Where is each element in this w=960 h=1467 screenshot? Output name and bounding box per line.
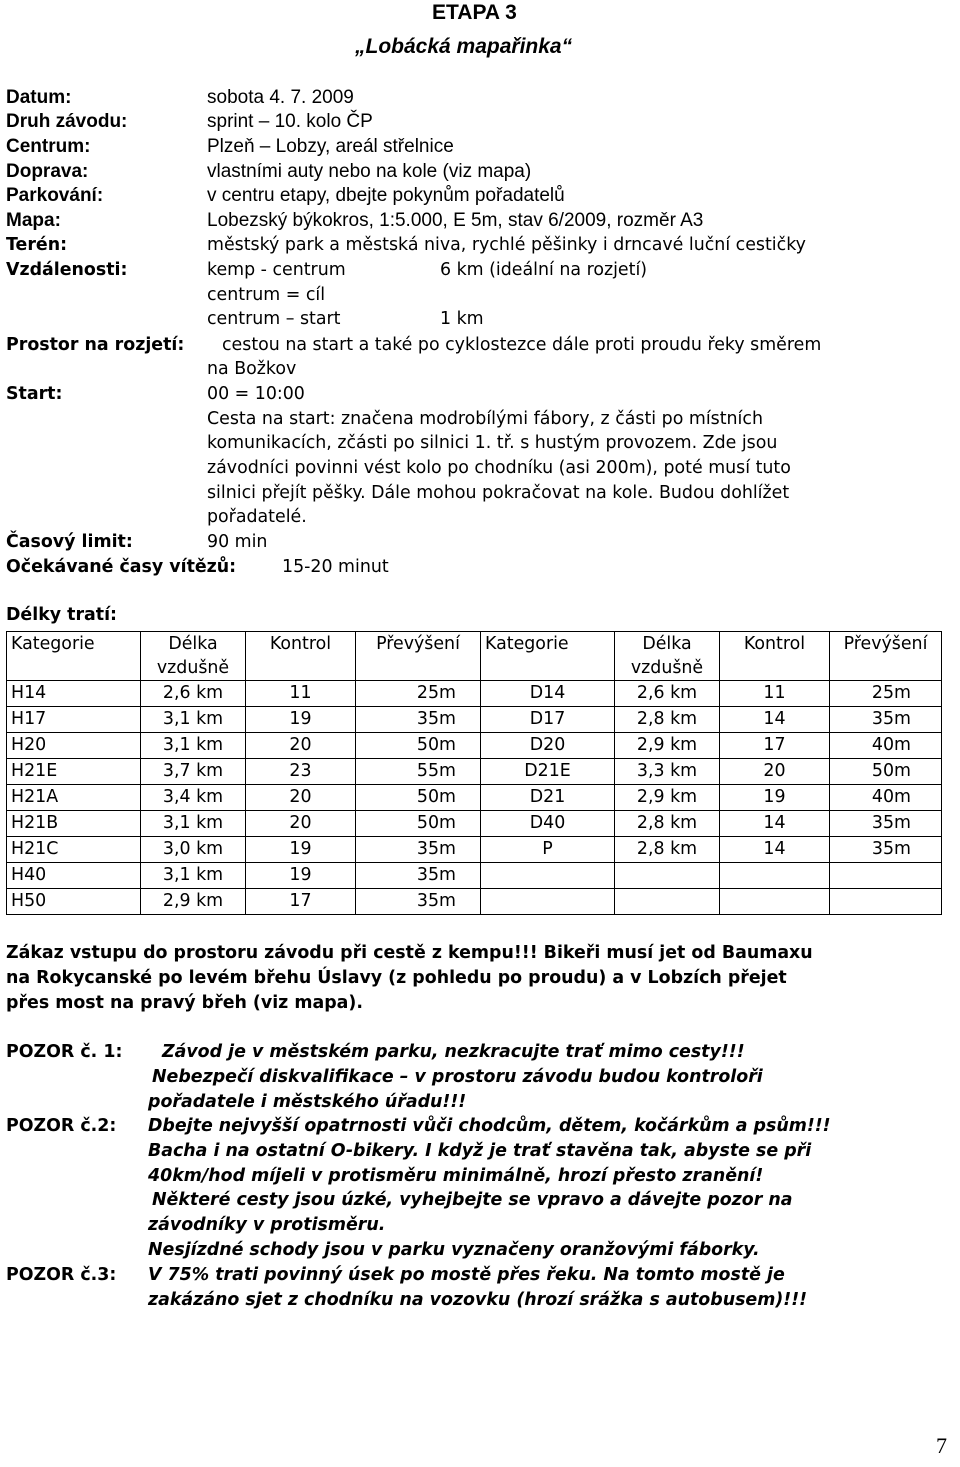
table-cell: 35m (356, 889, 481, 915)
table-cell (720, 889, 830, 915)
page-number: 7 (936, 1433, 947, 1458)
table-cell: 3,4 km (141, 785, 246, 811)
value-teren: městský park a městská niva, rychlé pěšinky i drncavé luční cestičky (207, 235, 806, 255)
pozor-1-label: POZOR č. 1: (6, 1042, 123, 1062)
label-doprava: Doprava: (6, 161, 89, 182)
header-kategorie: Kategorie (7, 632, 141, 681)
header-prevyseni-2: Převýšení (830, 632, 942, 681)
header-kontrol-2: Kontrol (720, 632, 830, 681)
table-row (7, 759, 942, 785)
table-cell: 50m (830, 759, 942, 785)
table-cell: D21E (481, 759, 615, 785)
table-cell: 17 (246, 889, 356, 915)
vzd-from-3: centrum – start (207, 309, 341, 329)
table-cell: 3,3 km (615, 759, 720, 785)
label-teren: Terén: (6, 235, 68, 255)
table-cell: H50 (7, 889, 141, 915)
pozor-2-label: POZOR č.2: (6, 1116, 117, 1136)
vzd-from-2: centrum = cíl (207, 285, 326, 305)
table-cell: 35m (356, 837, 481, 863)
table-cell: 17 (720, 733, 830, 759)
pozor-2-line-3: 40km/hod míjeli v protisměru minimálně, hrozí přesto zranění! (148, 1166, 764, 1186)
table-body (7, 681, 942, 915)
warning-line-1: Zákaz vstupu do prostoru závodu při cestě z kempu!!! Bikeři musí jet od Baumaxu (6, 943, 813, 963)
table-cell: 3,7 km (141, 759, 246, 785)
table-cell: D14 (481, 681, 615, 707)
header-delka: Délka vzdušně (141, 632, 246, 681)
start-line-4: silnici přejít pěšky. Dále mohou pokračovat na kole. Budou dohlížet (207, 483, 790, 503)
table-cell: D20 (481, 733, 615, 759)
value-centrum: Plzeň – Lobzy, areál střelnice (207, 136, 454, 157)
pozor-1-line-1: Závod je v městském parku, nezkracujte trať mimo cesty!!! (162, 1042, 745, 1062)
warning-line-3: přes most na pravý břeh (viz mapa). (6, 993, 363, 1013)
header-kontrol: Kontrol (246, 632, 356, 681)
pozor-2-line-4: Některé cesty jsou úzké, vyhejbejte se vpravo a dávejte pozor na (152, 1190, 793, 1210)
table-row (7, 863, 942, 889)
pozor-1-line-2: Nebezpečí diskvalifikace – v prostoru závodu budou kontroloři (152, 1067, 763, 1087)
table-header-row (7, 632, 942, 681)
table-row (7, 785, 942, 811)
table-cell: 14 (720, 837, 830, 863)
value-ocekavane: 15-20 minut (282, 557, 389, 577)
table-cell: H21B (7, 811, 141, 837)
pozor-2-line-1: Dbejte nejvyšší opatrnosti vůči chodcům, dětem, kočárkům a psům!!! (148, 1116, 831, 1136)
courses-table (6, 631, 942, 915)
label-vzdalenosti: Vzdálenosti: (6, 260, 128, 280)
table-cell: H14 (7, 681, 141, 707)
table-row (7, 811, 942, 837)
table-cell: 14 (720, 707, 830, 733)
table-cell: H17 (7, 707, 141, 733)
table-cell: 19 (246, 863, 356, 889)
table-cell: P (481, 837, 615, 863)
pozor-1-line-3: pořadatele i městského úřadu!!! (148, 1092, 467, 1112)
value-druh: sprint – 10. kolo ČP (207, 111, 373, 132)
table-cell: 2,9 km (615, 733, 720, 759)
table-cell: 35m (356, 863, 481, 889)
table-cell: 20 (720, 759, 830, 785)
value-datum: sobota 4. 7. 2009 (207, 87, 354, 108)
vzd-dist-3: 1 km (440, 309, 484, 329)
table-cell: H40 (7, 863, 141, 889)
table-cell: 14 (720, 811, 830, 837)
pozor-2-line-2: Bacha i na ostatní O-bikery. I když je trať stavěna tak, abyste se při (148, 1141, 812, 1161)
table-cell: 19 (246, 837, 356, 863)
pozor-3-line-2: zakázáno sjet z chodníku na vozovku (hrozí srážka s autobusem)!!! (148, 1290, 808, 1310)
label-datum: Datum: (6, 87, 72, 108)
table-cell: 11 (720, 681, 830, 707)
table-row (7, 707, 942, 733)
table-cell: H21E (7, 759, 141, 785)
table-cell: 50m (356, 785, 481, 811)
start-line-2: komunikacích, zčásti po silnici 1. tř. s hustým provozem. Zde jsou (207, 433, 778, 453)
header-kategorie-2: Kategorie (481, 632, 615, 681)
table-cell: 2,8 km (615, 837, 720, 863)
pozor-2-line-6: Nesjízdné schody jsou v parku vyznačeny oranžovými fáborky. (148, 1240, 760, 1260)
label-parkovani: Parkování: (6, 185, 104, 206)
stage-title: ETAPA 3 (432, 1, 517, 24)
table-cell: 25m (356, 681, 481, 707)
table-cell: D17 (481, 707, 615, 733)
table-cell (615, 889, 720, 915)
table-cell: 23 (246, 759, 356, 785)
label-druh: Druh závodu: (6, 111, 128, 132)
value-parkovani: v centru etapy, dbejte pokynům pořadatelů (207, 185, 565, 206)
table-cell (720, 863, 830, 889)
table-cell: 3,1 km (141, 811, 246, 837)
label-prostor: Prostor na rozjetí: (6, 335, 185, 355)
label-start: Start: (6, 384, 63, 404)
header-prevyseni: Převýšení (356, 632, 481, 681)
pozor-3-label: POZOR č.3: (6, 1265, 117, 1285)
value-mapa: Lobezský býkokros, 1:5.000, E 5m, stav 6/2009, rozměr A3 (207, 210, 704, 231)
table-cell: 3,1 km (141, 707, 246, 733)
label-centrum: Centrum: (6, 136, 91, 157)
label-mapa: Mapa: (6, 210, 61, 231)
table-cell: 3,1 km (141, 733, 246, 759)
table-cell: 55m (356, 759, 481, 785)
table-cell: 2,8 km (615, 707, 720, 733)
table-row (7, 733, 942, 759)
table-row (7, 889, 942, 915)
courses-title: Délky tratí: (6, 605, 118, 625)
table-cell (481, 863, 615, 889)
label-limit: Časový limit: (6, 532, 133, 552)
header-delka-2: Délka vzdušně (615, 632, 720, 681)
table-cell: 35m (830, 811, 942, 837)
table-cell (830, 863, 942, 889)
table-cell: 2,8 km (615, 811, 720, 837)
table-cell: 25m (830, 681, 942, 707)
pozor-2-line-5: závodníky v protisměru. (148, 1215, 386, 1235)
table-cell: D40 (481, 811, 615, 837)
value-prostor-2: na Božkov (207, 359, 297, 379)
table-cell: 3,1 km (141, 863, 246, 889)
table-cell: 35m (356, 707, 481, 733)
vzd-dist-1: 6 km (ideální na rozjetí) (440, 260, 648, 280)
value-limit: 90 min (207, 532, 268, 552)
table-cell: H20 (7, 733, 141, 759)
table-cell: 40m (830, 785, 942, 811)
table-cell: 19 (246, 707, 356, 733)
table-cell (481, 889, 615, 915)
table-cell: 2,9 km (141, 889, 246, 915)
table-cell: 40m (830, 733, 942, 759)
table-cell (830, 889, 942, 915)
pozor-3-line-1: V 75% trati povinný úsek po mostě přes řeku. Na tomto mostě je (148, 1265, 785, 1285)
table-cell: 20 (246, 811, 356, 837)
stage-name: „Lobácká mapařinka“ (355, 35, 573, 58)
table-cell: H21A (7, 785, 141, 811)
value-start: 00 = 10:00 (207, 384, 305, 404)
table-cell: 35m (830, 707, 942, 733)
table-cell: 2,6 km (615, 681, 720, 707)
table-cell: 20 (246, 785, 356, 811)
table-row (7, 837, 942, 863)
value-doprava: vlastními auty nebo na kole (viz mapa) (207, 161, 532, 182)
table-cell (615, 863, 720, 889)
value-prostor-1: cestou na start a také po cyklostezce dále proti proudu řeky směrem (222, 335, 822, 355)
table-row (7, 681, 942, 707)
table-cell: 3,0 km (141, 837, 246, 863)
table-cell: 11 (246, 681, 356, 707)
start-line-5: pořadatelé. (207, 507, 307, 527)
table-cell: 19 (720, 785, 830, 811)
vzd-from-1: kemp - centrum (207, 260, 346, 280)
table-cell: 50m (356, 733, 481, 759)
table-cell: 2,9 km (615, 785, 720, 811)
start-line-3: závodníci povinni vést kolo po chodníku (asi 200m), poté musí tuto (207, 458, 791, 478)
label-ocekavane: Očekávané časy vítězů: (6, 557, 237, 577)
table-cell: 35m (830, 837, 942, 863)
table-cell: 20 (246, 733, 356, 759)
warning-line-2: na Rokycanské po levém břehu Úslavy (z pohledu po proudu) a v Lobzích přejet (6, 968, 787, 988)
table-cell: 50m (356, 811, 481, 837)
table-cell: H21C (7, 837, 141, 863)
table-cell: 2,6 km (141, 681, 246, 707)
table-cell: D21 (481, 785, 615, 811)
start-line-1: Cesta na start: značena modrobílými fábory, z části po místních (207, 409, 763, 429)
